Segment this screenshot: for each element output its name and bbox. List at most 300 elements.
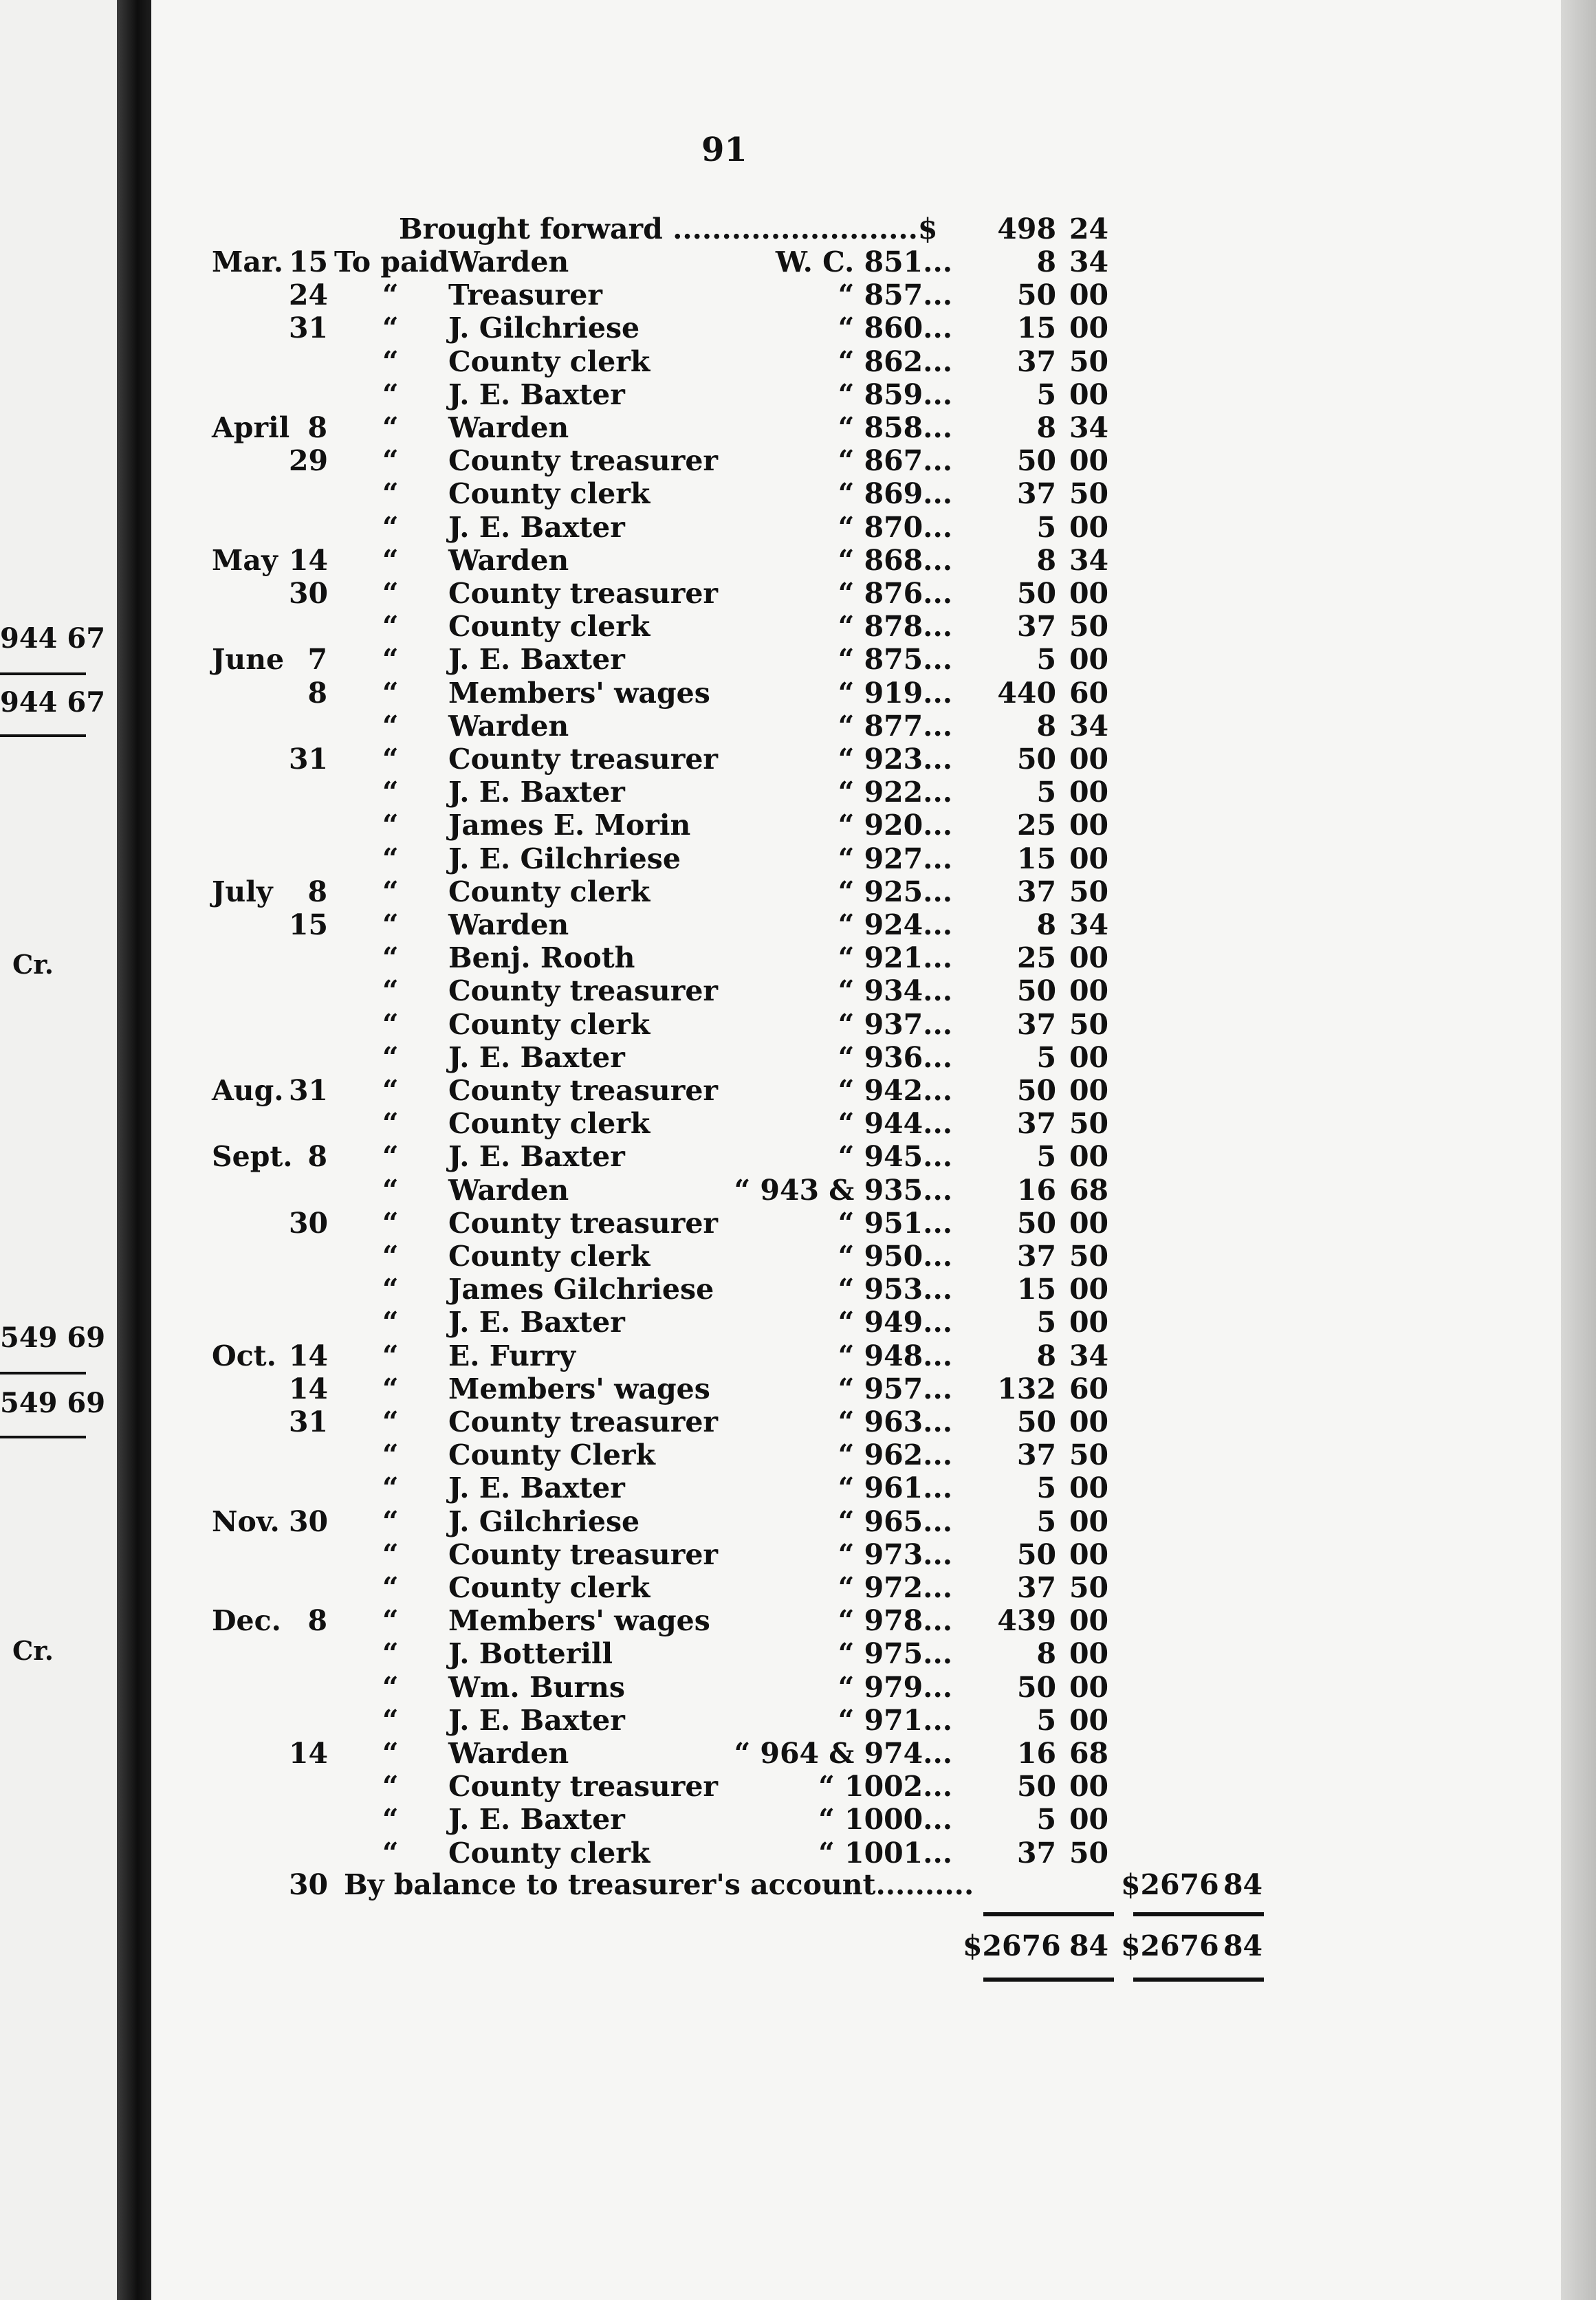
entry-cents: 00 bbox=[1069, 378, 1108, 411]
entry-wc: “ 859... bbox=[838, 378, 952, 411]
entry-day: 8 bbox=[307, 1140, 327, 1173]
entry-name: County clerk bbox=[448, 1240, 651, 1273]
entry-cents: 00 bbox=[1069, 1273, 1108, 1306]
entry-name: J. E. Gilchriese bbox=[448, 842, 681, 875]
entry-dollars: 37 bbox=[1016, 1571, 1056, 1604]
entry-name: County clerk bbox=[448, 610, 651, 643]
entry-ditto: “ bbox=[382, 511, 399, 544]
entry-ditto: “ bbox=[382, 1505, 399, 1538]
entry-name: County treasurer bbox=[448, 577, 719, 610]
total-right-cents: 84 bbox=[1223, 1929, 1262, 1962]
ledger-row bbox=[0, 941, 1596, 974]
entry-wc: “ 943 & 935... bbox=[734, 1174, 952, 1207]
entry-cents: 00 bbox=[1069, 1604, 1108, 1637]
entry-day: 31 bbox=[289, 1405, 329, 1438]
ledger-row bbox=[0, 1372, 1596, 1405]
entry-cents: 00 bbox=[1069, 1207, 1108, 1240]
entry-wc: “ 965... bbox=[838, 1505, 952, 1538]
ledger-row bbox=[0, 1207, 1596, 1240]
entry-ditto: “ bbox=[382, 477, 399, 510]
entry-dollars: 5 bbox=[1036, 511, 1056, 544]
entry-day: 8 bbox=[307, 677, 327, 710]
ledger-row bbox=[0, 1107, 1596, 1140]
entry-day: 30 bbox=[289, 577, 329, 610]
entry-dollars: 5 bbox=[1036, 1306, 1056, 1339]
entry-wc: W. C. 851... bbox=[775, 245, 952, 278]
entry-name: J. E. Baxter bbox=[448, 776, 625, 809]
entry-wc: “ 949... bbox=[838, 1306, 952, 1339]
entry-ditto: “ bbox=[382, 941, 399, 974]
ledger-row bbox=[0, 1803, 1596, 1836]
ledger-row bbox=[0, 1770, 1596, 1803]
entry-month: April bbox=[212, 411, 290, 444]
entry-wc: “ 921... bbox=[838, 941, 952, 974]
entry-cents: 00 bbox=[1069, 1803, 1108, 1836]
entry-dollars: 37 bbox=[1016, 875, 1056, 908]
entry-ditto: “ bbox=[382, 1837, 399, 1870]
entry-dollars: 8 bbox=[1036, 544, 1056, 577]
ledger-row bbox=[0, 1671, 1596, 1704]
entry-cents: 00 bbox=[1069, 1041, 1108, 1074]
entry-wc: “ 979... bbox=[838, 1671, 952, 1704]
entry-ditto: “ bbox=[382, 544, 399, 577]
entry-ditto: “ bbox=[382, 1471, 399, 1504]
entry-cents: 00 bbox=[1069, 941, 1108, 974]
entry-name: County treasurer bbox=[448, 743, 719, 776]
entry-ditto: “ bbox=[382, 1339, 399, 1372]
total-left-cents: 84 bbox=[1069, 1929, 1108, 1962]
ledger-row bbox=[0, 1008, 1596, 1041]
entry-dollars: 37 bbox=[1016, 1837, 1056, 1870]
entry-cents: 00 bbox=[1069, 776, 1108, 809]
ledger-row bbox=[0, 1405, 1596, 1438]
entry-cents: 34 bbox=[1069, 245, 1108, 278]
entry-dollars: 5 bbox=[1036, 1803, 1056, 1836]
entry-wc: “ 922... bbox=[838, 776, 952, 809]
entry-wc: “ 972... bbox=[838, 1571, 952, 1604]
entry-name: J. E. Baxter bbox=[448, 1704, 625, 1737]
entry-ditto: “ bbox=[382, 1737, 399, 1770]
ledger-row bbox=[0, 710, 1596, 743]
entry-month: July bbox=[212, 875, 273, 908]
totals-row bbox=[0, 1929, 1596, 1962]
entry-wc: “ 945... bbox=[838, 1140, 952, 1173]
entry-cents: 00 bbox=[1069, 1704, 1108, 1737]
entry-ditto: “ bbox=[382, 1240, 399, 1273]
entry-wc: “ 925... bbox=[838, 875, 952, 908]
entry-dollars: 50 bbox=[1016, 1538, 1056, 1571]
ledger-row bbox=[0, 643, 1596, 676]
entry-cents: 00 bbox=[1069, 842, 1108, 875]
entry-ditto: “ bbox=[382, 1107, 399, 1140]
entry-day: 7 bbox=[307, 643, 327, 676]
entry-dollars: 50 bbox=[1016, 1074, 1056, 1107]
entry-wc: “ 944... bbox=[838, 1107, 952, 1140]
entry-wc: “ 876... bbox=[838, 577, 952, 610]
entry-ditto: “ bbox=[382, 1704, 399, 1737]
entry-name: County clerk bbox=[448, 1837, 651, 1870]
facing-page-amount: 549 69 bbox=[0, 1322, 106, 1354]
entry-day: 29 bbox=[289, 444, 329, 477]
entry-dollars: 25 bbox=[1016, 941, 1056, 974]
entry-ditto: “ bbox=[382, 1174, 399, 1207]
entry-cents: 00 bbox=[1069, 511, 1108, 544]
entry-wc: “ 953... bbox=[838, 1273, 952, 1306]
ledger-row bbox=[0, 1140, 1596, 1173]
entry-name: J. E. Baxter bbox=[448, 1306, 625, 1339]
ledger-row bbox=[0, 1704, 1596, 1737]
entry-wc: “ 951... bbox=[838, 1207, 952, 1240]
entry-cents: 00 bbox=[1069, 1671, 1108, 1704]
entry-day: 30 bbox=[289, 1505, 329, 1538]
entry-day: 31 bbox=[289, 743, 329, 776]
entry-ditto: “ bbox=[382, 1604, 399, 1637]
ledger-row bbox=[0, 677, 1596, 710]
ledger-row bbox=[0, 544, 1596, 577]
entry-cents: 00 bbox=[1069, 1405, 1108, 1438]
entry-cents: 34 bbox=[1069, 710, 1108, 743]
entry-ditto: “ bbox=[382, 1372, 399, 1405]
entry-wc: “ 862... bbox=[838, 345, 952, 378]
entry-cents: 50 bbox=[1069, 1107, 1108, 1140]
entry-day: 30 bbox=[289, 1207, 329, 1240]
entry-name: County treasurer bbox=[448, 1207, 719, 1240]
entry-wc: “ 875... bbox=[838, 643, 952, 676]
ledger-row bbox=[0, 311, 1596, 344]
entry-name: County treasurer bbox=[448, 1770, 719, 1803]
ledger-row bbox=[0, 1837, 1596, 1870]
entry-dollars: 37 bbox=[1016, 345, 1056, 378]
entry-cents: 00 bbox=[1069, 1637, 1108, 1670]
entry-dollars: 50 bbox=[1016, 278, 1056, 311]
entry-name: County clerk bbox=[448, 1571, 651, 1604]
entry-day: 15 bbox=[289, 245, 329, 278]
entry-ditto: “ bbox=[382, 1041, 399, 1074]
ledger-row bbox=[0, 1737, 1596, 1770]
brought-forward-cents: 24 bbox=[1069, 212, 1108, 245]
entry-dollars: 5 bbox=[1036, 1704, 1056, 1737]
entry-dollars: 439 bbox=[997, 1604, 1056, 1637]
entry-cents: 00 bbox=[1069, 577, 1108, 610]
entry-wc: “ 936... bbox=[838, 1041, 952, 1074]
ledger-row bbox=[0, 875, 1596, 908]
entry-name: James E. Morin bbox=[448, 809, 691, 842]
entry-wc: “ 948... bbox=[838, 1339, 952, 1372]
entry-cents: 00 bbox=[1069, 1306, 1108, 1339]
entry-ditto: “ bbox=[382, 710, 399, 743]
entry-wc: “ 1001... bbox=[818, 1837, 952, 1870]
entry-ditto: “ bbox=[382, 1538, 399, 1571]
entry-day: 14 bbox=[289, 544, 329, 577]
entry-dollars: 50 bbox=[1016, 1671, 1056, 1704]
entry-wc: “ 937... bbox=[838, 1008, 952, 1041]
ledger-row bbox=[0, 444, 1596, 477]
entry-name: J. E. Baxter bbox=[448, 378, 625, 411]
entry-wc: “ 870... bbox=[838, 511, 952, 544]
ledger-row bbox=[0, 1505, 1596, 1538]
entry-dollars: 5 bbox=[1036, 1505, 1056, 1538]
entry-cents: 68 bbox=[1069, 1174, 1108, 1207]
entry-wc: “ 868... bbox=[838, 544, 952, 577]
entry-ditto: “ bbox=[382, 1074, 399, 1107]
entry-ditto: “ bbox=[382, 1803, 399, 1836]
entry-ditto: “ bbox=[382, 1273, 399, 1306]
entry-cents: 00 bbox=[1069, 743, 1108, 776]
balance-cents: 84 bbox=[1223, 1868, 1262, 1901]
entry-name: Treasurer bbox=[448, 278, 602, 311]
entry-cents: 50 bbox=[1069, 1837, 1108, 1870]
entry-dollars: 37 bbox=[1016, 1438, 1056, 1471]
entry-month: May bbox=[212, 544, 278, 577]
entry-wc: “ 927... bbox=[838, 842, 952, 875]
entry-dollars: 440 bbox=[997, 677, 1056, 710]
entry-ditto: “ bbox=[382, 1671, 399, 1704]
entry-day: 8 bbox=[307, 1604, 327, 1637]
entry-wc: “ 963... bbox=[838, 1405, 952, 1438]
entry-dollars: 50 bbox=[1016, 577, 1056, 610]
entry-month: June bbox=[212, 643, 285, 676]
ledger-row bbox=[0, 1471, 1596, 1504]
entry-dollars: 15 bbox=[1016, 311, 1056, 344]
entry-cents: 50 bbox=[1069, 875, 1108, 908]
entry-day: 14 bbox=[289, 1737, 329, 1770]
total-rule-top bbox=[1133, 1912, 1264, 1916]
ledger-row bbox=[0, 345, 1596, 378]
entry-dollars: 15 bbox=[1016, 842, 1056, 875]
entry-name: Warden bbox=[448, 411, 569, 444]
entry-cents: 00 bbox=[1069, 1471, 1108, 1504]
ledger-row bbox=[0, 1306, 1596, 1339]
entry-dollars: 16 bbox=[1016, 1174, 1056, 1207]
entry-dollars: 8 bbox=[1036, 710, 1056, 743]
entry-name: Warden bbox=[448, 1174, 569, 1207]
entry-cents: 00 bbox=[1069, 1074, 1108, 1107]
entry-ditto: “ bbox=[382, 776, 399, 809]
entry-dollars: 37 bbox=[1016, 477, 1056, 510]
entry-month: Sept. bbox=[212, 1140, 293, 1173]
entry-day: 14 bbox=[289, 1372, 329, 1405]
entry-wc: “ 857... bbox=[838, 278, 952, 311]
entry-name: Warden bbox=[448, 1737, 569, 1770]
total-left-dollars: $2676 bbox=[963, 1929, 1061, 1962]
entry-wc: “ 858... bbox=[838, 411, 952, 444]
ledger-row bbox=[0, 411, 1596, 444]
entry-name: Warden bbox=[448, 710, 569, 743]
entry-name: Members' wages bbox=[448, 1372, 710, 1405]
entry-wc: “ 950... bbox=[838, 1240, 952, 1273]
entry-name: County clerk bbox=[448, 1107, 651, 1140]
ledger-row bbox=[0, 610, 1596, 643]
entry-wc: “ 942... bbox=[838, 1074, 952, 1107]
entry-day: 14 bbox=[289, 1339, 329, 1372]
entry-ditto: “ bbox=[382, 1571, 399, 1604]
entry-cents: 68 bbox=[1069, 1737, 1108, 1770]
entry-dollars: 37 bbox=[1016, 610, 1056, 643]
facing-page-total: 549 69 bbox=[0, 1387, 106, 1419]
entry-dollars: 25 bbox=[1016, 809, 1056, 842]
entry-day: 15 bbox=[289, 908, 329, 941]
entry-dollars: 50 bbox=[1016, 974, 1056, 1007]
total-rule-bottom bbox=[983, 1978, 1114, 1982]
entry-ditto: “ bbox=[382, 278, 399, 311]
facing-page-total: 944 67 bbox=[0, 686, 106, 719]
entry-cents: 00 bbox=[1069, 643, 1108, 676]
entry-dollars: 5 bbox=[1036, 378, 1056, 411]
brought-forward-dollars: 498 bbox=[997, 212, 1056, 245]
facing-page-amount: 944 67 bbox=[0, 622, 106, 655]
entry-wc: “ 975... bbox=[838, 1637, 952, 1670]
ledger-row bbox=[0, 743, 1596, 776]
ledger-row bbox=[0, 511, 1596, 544]
ledger-row bbox=[0, 1074, 1596, 1107]
entry-ditto: “ bbox=[382, 1306, 399, 1339]
entry-dollars: 132 bbox=[997, 1372, 1056, 1405]
entry-cents: 60 bbox=[1069, 1372, 1108, 1405]
entry-dollars: 5 bbox=[1036, 1140, 1056, 1173]
entry-cents: 50 bbox=[1069, 1571, 1108, 1604]
entry-wc: “ 934... bbox=[838, 974, 952, 1007]
entry-name: Members' wages bbox=[448, 1604, 710, 1637]
entry-dollars: 8 bbox=[1036, 1339, 1056, 1372]
entry-dollars: 37 bbox=[1016, 1107, 1056, 1140]
ledger-row bbox=[0, 1438, 1596, 1471]
entry-ditto: “ bbox=[382, 1008, 399, 1041]
entry-cents: 50 bbox=[1069, 1240, 1108, 1273]
entry-name: County treasurer bbox=[448, 1074, 719, 1107]
entry-day: 31 bbox=[289, 311, 329, 344]
entry-ditto: “ bbox=[382, 842, 399, 875]
facing-page-cr-label: Cr. bbox=[12, 1635, 54, 1666]
entry-dollars: 8 bbox=[1036, 245, 1056, 278]
ledger-row bbox=[0, 974, 1596, 1007]
entry-dollars: 50 bbox=[1016, 1207, 1056, 1240]
entry-dollars: 5 bbox=[1036, 643, 1056, 676]
entry-day: 24 bbox=[289, 278, 329, 311]
entry-wc: “ 973... bbox=[838, 1538, 952, 1571]
entry-ditto: “ bbox=[382, 974, 399, 1007]
entry-name: Benj. Rooth bbox=[448, 941, 635, 974]
entry-ditto: “ bbox=[382, 577, 399, 610]
entry-name: J. E. Baxter bbox=[448, 1803, 625, 1836]
entry-name: County clerk bbox=[448, 477, 651, 510]
entry-dollars: 8 bbox=[1036, 908, 1056, 941]
total-right-dollars: $2676 bbox=[1121, 1929, 1219, 1962]
entry-name: County Clerk bbox=[448, 1438, 655, 1471]
entry-ditto: “ bbox=[382, 1140, 399, 1173]
entry-ditto: “ bbox=[382, 908, 399, 941]
entry-cents: 00 bbox=[1069, 444, 1108, 477]
entry-wc: “ 1000... bbox=[818, 1803, 952, 1836]
entry-cents: 00 bbox=[1069, 278, 1108, 311]
entry-cents: 00 bbox=[1069, 1538, 1108, 1571]
entry-name: E. Furry bbox=[448, 1339, 576, 1372]
entry-name: J. E. Baxter bbox=[448, 511, 625, 544]
entry-cents: 34 bbox=[1069, 908, 1108, 941]
entry-name: J. Botterill bbox=[448, 1637, 613, 1670]
entry-name: J. E. Baxter bbox=[448, 1041, 625, 1074]
entry-name: County treasurer bbox=[448, 444, 719, 477]
ledger-row bbox=[0, 842, 1596, 875]
entry-ditto: “ bbox=[382, 378, 399, 411]
entry-cents: 50 bbox=[1069, 610, 1108, 643]
entry-name: James Gilchriese bbox=[448, 1273, 714, 1306]
entry-ditto: “ bbox=[382, 311, 399, 344]
ledger-row bbox=[0, 809, 1596, 842]
entry-ditto: “ bbox=[382, 345, 399, 378]
entry-cents: 34 bbox=[1069, 544, 1108, 577]
entry-ditto: “ bbox=[382, 1770, 399, 1803]
entry-ditto: “ bbox=[382, 444, 399, 477]
brought-forward-row bbox=[0, 212, 1596, 245]
entry-ditto: “ bbox=[382, 743, 399, 776]
brought-forward-label: Brought forward .........................$ bbox=[399, 212, 938, 245]
ledger-row bbox=[0, 1571, 1596, 1604]
entry-dollars: 5 bbox=[1036, 776, 1056, 809]
entry-wc: “ 964 & 974... bbox=[734, 1737, 952, 1770]
entry-day: 8 bbox=[307, 411, 327, 444]
entry-dollars: 50 bbox=[1016, 743, 1056, 776]
entry-cents: 00 bbox=[1069, 311, 1108, 344]
entry-ditto: “ bbox=[382, 1405, 399, 1438]
entry-ditto: “ bbox=[382, 809, 399, 842]
entry-dollars: 50 bbox=[1016, 1405, 1056, 1438]
entry-wc: “ 860... bbox=[838, 311, 952, 344]
entry-month: Dec. bbox=[212, 1604, 281, 1637]
entry-name: Members' wages bbox=[448, 677, 710, 710]
entry-lead: To paid bbox=[334, 245, 449, 278]
balance-label: By balance to treasurer's account.......... bbox=[344, 1868, 974, 1901]
entry-cents: 00 bbox=[1069, 1770, 1108, 1803]
entry-day: 8 bbox=[307, 875, 327, 908]
ledger-row bbox=[0, 1041, 1596, 1074]
entry-wc: “ 920... bbox=[838, 809, 952, 842]
entry-dollars: 16 bbox=[1016, 1737, 1056, 1770]
entry-name: Warden bbox=[448, 245, 569, 278]
ledger-row bbox=[0, 1174, 1596, 1207]
entry-cents: 50 bbox=[1069, 477, 1108, 510]
entry-dollars: 37 bbox=[1016, 1008, 1056, 1041]
ledger-row bbox=[0, 477, 1596, 510]
entry-name: J. E. Baxter bbox=[448, 643, 625, 676]
ledger-row bbox=[0, 245, 1596, 278]
entry-wc: “ 962... bbox=[838, 1438, 952, 1471]
entry-wc: “ 971... bbox=[838, 1704, 952, 1737]
entry-ditto: “ bbox=[382, 610, 399, 643]
entry-cents: 50 bbox=[1069, 1008, 1108, 1041]
ledger-row bbox=[0, 908, 1596, 941]
facing-page-cr-label: Cr. bbox=[12, 949, 54, 980]
entry-day: 31 bbox=[289, 1074, 329, 1107]
entry-wc: “ 961... bbox=[838, 1471, 952, 1504]
entry-name: J. E. Baxter bbox=[448, 1140, 625, 1173]
entry-cents: 34 bbox=[1069, 411, 1108, 444]
ledger-row bbox=[0, 1637, 1596, 1670]
entry-wc: “ 869... bbox=[838, 477, 952, 510]
entry-wc: “ 1002... bbox=[818, 1770, 952, 1803]
entry-dollars: 8 bbox=[1036, 1637, 1056, 1670]
entry-dollars: 5 bbox=[1036, 1471, 1056, 1504]
entry-name: County treasurer bbox=[448, 974, 719, 1007]
entry-dollars: 50 bbox=[1016, 1770, 1056, 1803]
entry-wc: “ 924... bbox=[838, 908, 952, 941]
ledger-row bbox=[0, 1339, 1596, 1372]
entry-ditto: “ bbox=[382, 1637, 399, 1670]
ledger-row bbox=[0, 776, 1596, 809]
total-rule-bottom bbox=[1133, 1978, 1264, 1982]
entry-wc: “ 919... bbox=[838, 677, 952, 710]
entry-wc: “ 978... bbox=[838, 1604, 952, 1637]
entry-cents: 00 bbox=[1069, 809, 1108, 842]
